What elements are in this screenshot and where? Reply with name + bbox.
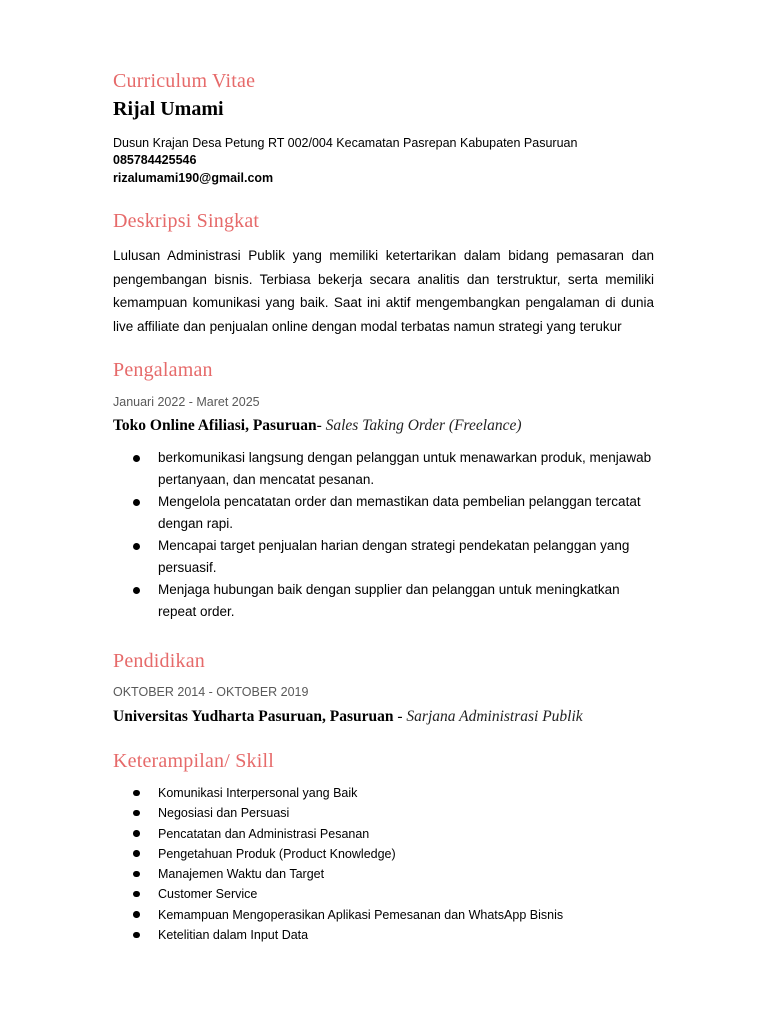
- candidate-name: Rijal Umami: [113, 98, 224, 120]
- list-item: [113, 905, 613, 925]
- document-title: Curriculum Vitae: [113, 70, 256, 92]
- list-item: [113, 803, 613, 823]
- list-item: [113, 491, 658, 535]
- address: Dusun Krajan Desa Petung RT 002/004 Kecamatan Pasrepan Kabupaten Pasuruan: [113, 136, 578, 150]
- education-institution: Universitas Yudharta Pasuruan, Pasuruan: [113, 708, 394, 725]
- experience-bullets: [113, 447, 658, 623]
- education-separator: -: [393, 708, 407, 725]
- list-item: [113, 925, 613, 945]
- list-item: [113, 844, 613, 864]
- summary-heading: Deskripsi Singkat: [113, 210, 260, 232]
- bullet-icon: [133, 932, 140, 939]
- experience-period: Januari 2022 - Maret 2025: [113, 395, 260, 409]
- list-item-text: Kemampuan Mengoperasikan Aplikasi Pemesanan dan WhatsApp Bisnis: [158, 907, 564, 922]
- list-item-text: Menjaga hubungan baik dengan supplier dan pelanggan untuk meningkatkan repeat order.: [158, 582, 620, 619]
- education-heading: Pendidikan: [113, 650, 205, 672]
- experience-organization: Toko Online Afiliasi, Pasuruan: [113, 417, 317, 434]
- phone: 085784425546: [113, 153, 197, 167]
- list-item: [113, 783, 613, 803]
- bullet-icon: [133, 850, 140, 857]
- skills-heading: Keterampilan/ Skill: [113, 750, 274, 772]
- bullet-icon: [133, 543, 140, 550]
- bullet-icon: [133, 810, 140, 817]
- list-item-text: Pengetahuan Produk (Product Knowledge): [158, 846, 396, 861]
- list-item: [113, 579, 658, 623]
- bullet-icon: [133, 891, 140, 898]
- list-item-text: Negosiasi dan Persuasi: [158, 806, 290, 821]
- list-item-text: Komunikasi Interpersonal yang Baik: [158, 786, 358, 800]
- list-item-text: berkomunikasi langsung dengan pelanggan untuk menawarkan produk, menjawab pertanyaan, dan mencatat pesanan.: [158, 450, 652, 487]
- list-item: [113, 884, 613, 904]
- list-item: [113, 864, 613, 884]
- bullet-icon: [133, 830, 140, 837]
- list-item-text: Pencatatan dan Administrasi Pesanan: [158, 826, 370, 841]
- list-item-text: Customer Service: [158, 887, 258, 902]
- summary-text: Lulusan Administrasi Publik yang memiliki ketertarikan dalam bidang pemasaran dan pengembangan bisnis. Terbiasa bekerja secara analitis dan terstruktur, serta memiliki kemampuan komunikasi yang baik. Saat ini aktif mengembangkan pengalaman di dunia live affiliate dan penjualan online dengan modal terbatas namun strategi yang terukur: [113, 248, 654, 334]
- bullet-icon: [133, 587, 140, 594]
- education-degree: Sarjana Administrasi Publik: [406, 708, 583, 725]
- experience-separator: -: [316, 417, 326, 434]
- list-item-text: Ketelitian dalam Input Data: [158, 928, 309, 943]
- skills-list: [113, 783, 613, 945]
- bullet-icon: [133, 455, 140, 462]
- list-item-text: Mengelola pencatatan order dan memastikan data pembelian pelanggan tercatat dengan rapi.: [158, 494, 641, 531]
- list-item: [113, 824, 613, 844]
- list-item-text: Mencapai target penjualan harian dengan strategi pendekatan pelanggan yang persuasif.: [158, 538, 630, 575]
- education-period: OKTOBER 2014 - OKTOBER 2019: [113, 685, 309, 699]
- education-entry: [113, 708, 583, 726]
- list-item: [113, 447, 658, 491]
- list-item: [113, 535, 658, 579]
- bullet-icon: [133, 871, 140, 878]
- experience-role: [113, 417, 522, 435]
- list-item-text: Manajemen Waktu dan Target: [158, 867, 325, 882]
- bullet-icon: [133, 499, 140, 506]
- bullet-icon: [133, 790, 140, 797]
- email: rizalumami190@gmail.com: [113, 171, 274, 185]
- bullet-icon: [133, 911, 140, 918]
- experience-heading: Pengalaman: [113, 359, 213, 381]
- experience-position: Sales Taking Order (Freelance): [325, 417, 522, 434]
